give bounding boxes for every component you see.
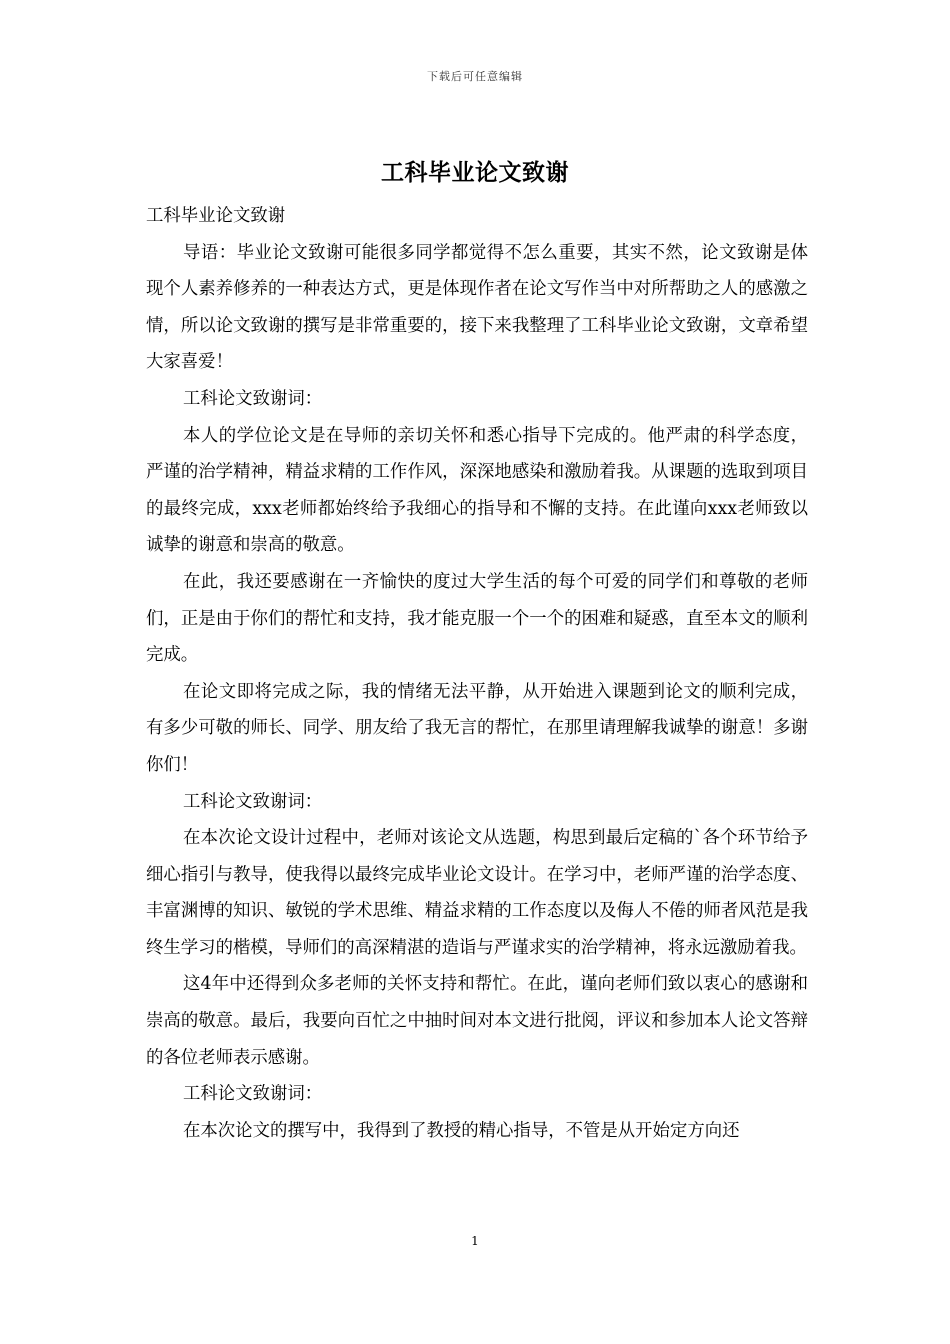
body-paragraph: 这4年中还得到众多老师的关怀支持和帮忙。在此，谨向老师们致以衷心的感谢和崇高的敬意。最后，我要向百忙之中抽时间对本文进行批阅，评议和参加本人论文答辩的各位老师表示感谢。 xyxy=(146,974,808,1068)
intro-paragraph: 导语：毕业论文致谢可能很多同学都觉得不怎么重要，其实不然，论文致谢是体现个人素养修养的一种表达方式，更是体现作者在论文写作当中对所帮助之人的感激之情，所以论文致谢的撰写是非常重要的，接下来我整理了工科毕业论文致谢，文章希望大家喜爱！ xyxy=(146,242,808,373)
subtitle-paragraph: 工科毕业论文致谢 xyxy=(146,206,286,226)
document-body xyxy=(146,198,808,1149)
body-paragraph: 在论文即将完成之际，我的情绪无法平静，从开始进入课题到论文的顺利完成，有多少可敬的师长、同学、朋友给了我无言的帮忙，在那里请理解我诚挚的谢意！多谢你们！ xyxy=(146,681,808,775)
header-note: 下载后可任意编辑 xyxy=(427,70,523,83)
section-heading: 工科论文致谢词： xyxy=(183,388,323,409)
body-paragraph: 在本次论文设计过程中，老师对该论文从选题，构思到最后定稿的`各个环节给予细心指引与教导，使我得以最终完成毕业论文设计。在学习中，老师严谨的治学态度、丰富渊博的知识、敏锐的学术思维、精益求精的工作态度以及侮人不倦的师者风范是我终生学习的楷模，导师们的高深精湛的造诣与严谨求实的治学精神，将永远激励着我。 xyxy=(146,828,808,958)
document-title: 工科毕业论文致谢 xyxy=(381,160,569,186)
page-number: 1 xyxy=(471,1234,479,1248)
body-paragraph: 本人的学位论文是在导师的亲切关怀和悉心指导下完成的。他严肃的科学态度，严谨的治学精神，精益求精的工作作风，深深地感染和激励着我。从课题的选取到项目的最终完成，xxx老师都始终给予我细心的指导和不懈的支持。在此谨向xxx老师致以诚挚的谢意和崇高的敬意。 xyxy=(146,425,808,556)
section-heading: 工科论文致谢词： xyxy=(183,791,323,812)
section-heading: 工科论文致谢词： xyxy=(183,1084,323,1105)
body-paragraph: 在本次论文的撰写中，我得到了教授的精心指导，不管是从开始定方向还 xyxy=(183,1120,740,1141)
body-paragraph: 在此，我还要感谢在一齐愉快的度过大学生活的每个可爱的同学们和尊敬的老师们，正是由于你们的帮忙和支持，我才能克服一个一个的困难和疑惑，直至本文的顺利完成。 xyxy=(146,571,808,666)
